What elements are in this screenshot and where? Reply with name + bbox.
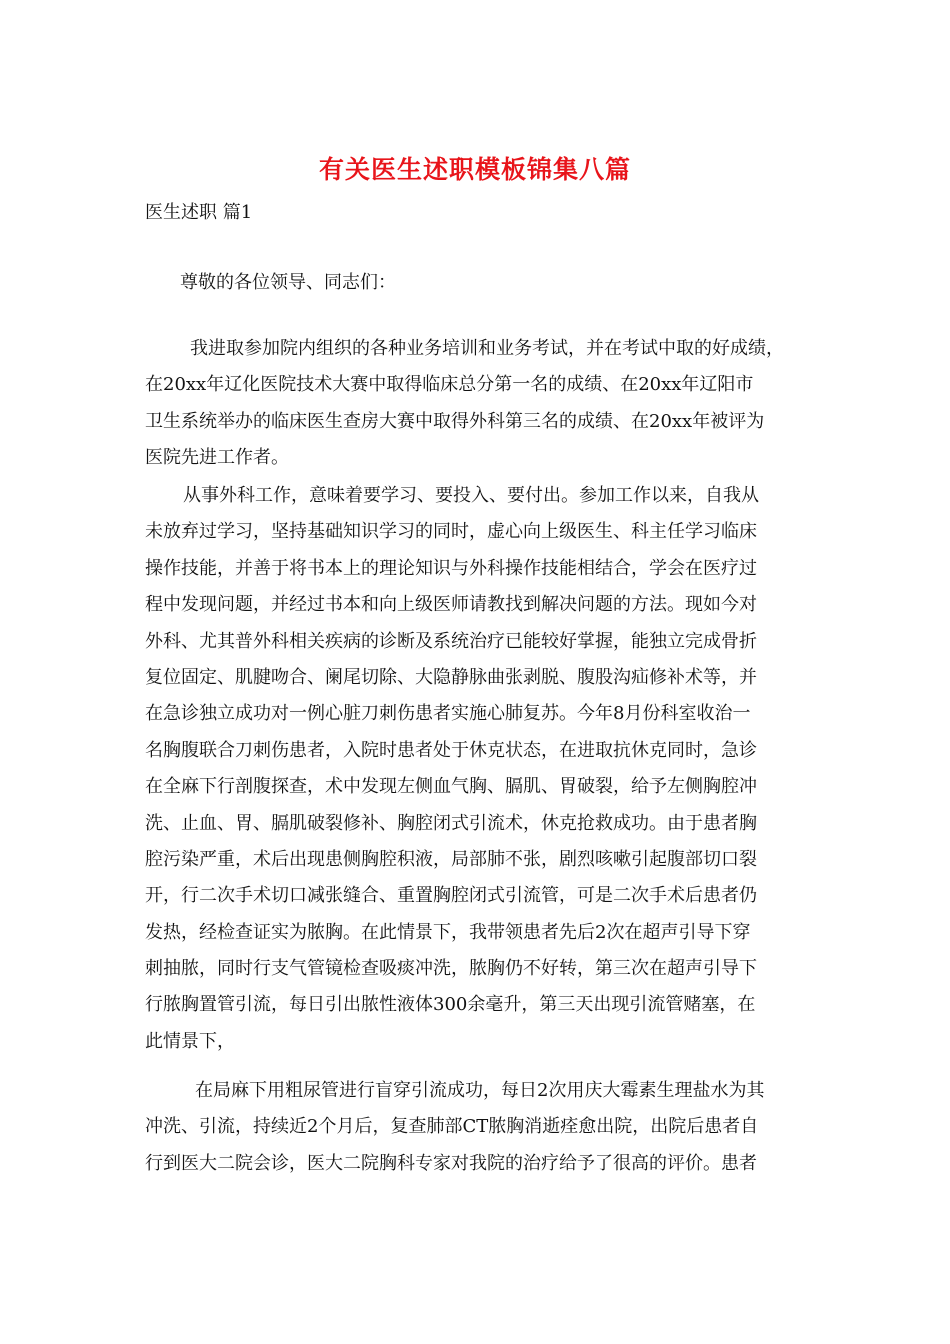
paragraph-line: 外科、尤其普外科相关疾病的诊断及系统治疗已能较好掌握，能独立完成骨折 bbox=[145, 630, 757, 652]
paragraph-line: 行到医大二院会诊，医大二院胸科专家对我院的治疗给予了很高的评价。患者 bbox=[145, 1152, 757, 1174]
paragraph-line: 行脓胸置管引流，每日引出脓性液体300余毫升，第三天出现引流管赌塞，在 bbox=[145, 994, 756, 1016]
paragraph-line: 开，行二次手术切口减张缝合、重置胸腔闭式引流管，可是二次手术后患者仍 bbox=[145, 885, 757, 907]
paragraph-line: 未放弃过学习，坚持基础知识学习的同时，虚心向上级医生、科主任学习临床 bbox=[145, 521, 757, 543]
paragraph-3 bbox=[145, 1073, 815, 1182]
paragraph-line: 在局麻下用粗尿管进行盲穿引流成功，每日2次用庆大霉素生理盐水为其 bbox=[195, 1080, 765, 1101]
paragraph-2 bbox=[145, 478, 815, 1060]
paragraph-line: 卫生系统举办的临床医生查房大赛中取得外科第三名的成绩、在20xx年被评为 bbox=[145, 410, 765, 432]
paragraph-line: 我进取参加院内组织的各种业务培训和业务考试，并在考试中取的好成绩， bbox=[190, 338, 784, 359]
paragraph-1 bbox=[145, 331, 815, 477]
paragraph-line: 名胸腹联合刀刺伤患者，入院时患者处于休克状态，在进取抗休克同时，急诊 bbox=[145, 739, 757, 761]
greeting-line: 尊敬的各位领导、同志们： bbox=[180, 272, 396, 293]
paragraph-line: 医院先进工作者。 bbox=[145, 447, 289, 469]
paragraph-line: 此情景下， bbox=[145, 1030, 235, 1052]
paragraph-line: 操作技能，并善于将书本上的理论知识与外科操作技能相结合，学会在医疗过 bbox=[145, 557, 757, 579]
paragraph-line: 程中发现问题，并经过书本和向上级医师请教找到解决问题的方法。现如今对 bbox=[145, 594, 757, 616]
paragraph-line: 腔污染严重，术后出现患侧胸腔积液，局部肺不张，剧烈咳嗽引起腹部切口裂 bbox=[145, 848, 757, 870]
section-heading: 医生述职 篇1 bbox=[145, 202, 253, 223]
paragraph-line: 从事外科工作，意味着要学习、要投入、要付出。参加工作以来，自我从 bbox=[183, 485, 759, 506]
paragraph-line: 洗、止血、胃、膈肌破裂修补、胸腔闭式引流术，休克抢救成功。由于患者胸 bbox=[145, 812, 757, 834]
paragraph-line: 在20xx年辽化医院技术大赛中取得临床总分第一名的成绩、在20xx年辽阳市 bbox=[145, 374, 754, 396]
paragraph-line: 刺抽脓，同时行支气管镜检查吸痰冲洗，脓胸仍不好转，第三次在超声引导下 bbox=[145, 958, 757, 980]
paragraph-line: 发热，经检查证实为脓胸。在此情景下，我带领患者先后2次在超声引导下穿 bbox=[145, 921, 751, 943]
paragraph-line: 复位固定、肌腱吻合、阑尾切除、大隐静脉曲张剥脱、腹股沟疝修补术等，并 bbox=[145, 666, 757, 688]
paragraph-line: 在急诊独立成功对一例心脏刀刺伤患者实施心肺复苏。今年8月份科室收治一 bbox=[145, 703, 751, 725]
paragraph-line: 在全麻下行剖腹探查，术中发现左侧血气胸、膈肌、胃破裂，给予左侧胸腔冲 bbox=[145, 776, 757, 798]
document-title: 有关医生述职模板锦集八篇 bbox=[318, 155, 631, 184]
paragraph-line: 冲洗、引流，持续近2个月后，复查肺部CT脓胸消逝痊愈出院，出院后患者自 bbox=[145, 1116, 759, 1138]
